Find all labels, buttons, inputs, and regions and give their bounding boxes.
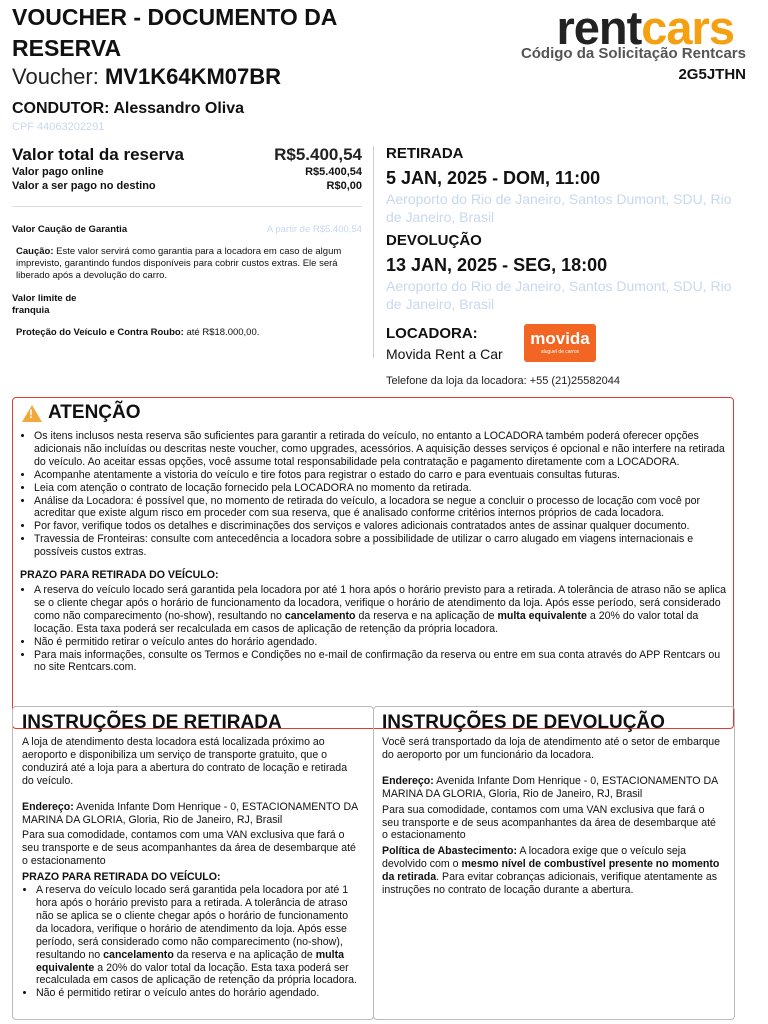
return-address: Endereço: Avenida Infante Dom Henrique - 0, ESTACIONAMENTO DA MARINA DA GLORIA, Gloria, Rio de Janeiro, RJ, Brasil (382, 774, 718, 800)
pay-destination-row (12, 180, 362, 192)
caucao-text-body: Este valor servirá como garantia para a locadora em caso de algum imprevisto, garantindo fundos disponíveis para cobrir custos extras. Ele será liberado após a devolução do carro. (16, 246, 342, 281)
caucao-text (16, 246, 362, 282)
dropoff-place: Aeroporto do Rio de Janeiro, Santos Dumont, SDU, Rio de Janeiro, Brasil (386, 278, 732, 312)
return-van-text: Para sua comodidade, contamos com uma VAN exclusiva que fará o seu transporte e de seus acompanhantes da área de desembarque até o estacionamento (382, 803, 716, 842)
page-title: VOUCHER - DOCUMENTO DA RESERVA (12, 4, 337, 61)
return-instructions-title: INSTRUÇÕES DE DEVOLUÇÃO (382, 712, 665, 733)
caucao-text-bold: Caução: (16, 246, 54, 257)
return-intro: Você será transportado da loja de atendimento até o setor de embarque do aeroporto por um funcionário da locadora. (382, 736, 721, 761)
voucher-label: Voucher: (12, 64, 99, 89)
attention-heading (22, 402, 141, 424)
list-item: • Não é permitido retirar o veículo antes do horário agendado. (36, 987, 360, 1000)
rental-company-phone: Telefone da loja da locadora: +55 (21)25582044 (386, 375, 620, 387)
list-item: • Por favor, verifique todos os detalhes e discriminações dos serviços e valores adicionais contratados antes de assinar qualquer documento. (34, 520, 726, 533)
movida-logo-text: movida (530, 329, 590, 348)
caucao-row (12, 224, 362, 235)
pickup-instructions-content (22, 736, 360, 1000)
list-item: • Travessia de Fronteiras: consulte com antecedência a locadora sobre a possibilidade de utilizar o carro alugado em viagens internacionais e possíveis custos extras. (34, 533, 726, 559)
list-item: • A reserva do veículo locado será garantida pela locadora por até 1 hora após o horário previsto para a retirada. A tolerância de atraso não se aplica se o cliente chegar após o horário de funcionamento da locadora, verifique o horário de atendimento da loja. Após esse período, será considerado como não comparecimento (no-show), resultando no cancelamento da reserva e na aplicação de multa equivalente a 20% do valor total da locação. Esta taxa poderá ser recalculada em casos de aplicação de retenção da própria locadora. (36, 884, 360, 987)
driver-cpf: CPF 44063202291 (12, 121, 105, 133)
dropoff-label: DEVOLUÇÃO (386, 232, 482, 249)
protection-text (16, 327, 362, 339)
rental-company-label: LOCADORA: (386, 325, 478, 342)
movida-logo (524, 324, 596, 362)
pickup-address: Endereço: Avenida Infante Dom Henrique - 0, ESTACIONAMENTO DA MARINA DA GLORIA, Gloria, Rio de Janeiro, RJ, Brasil (22, 800, 358, 826)
list-item: • Acompanhe atentamente a vistoria do veículo e tire fotos para registrar o estado do carro e para eventuais consultas futuras. (34, 469, 726, 482)
solicitation-code: 2G5JTHN (678, 66, 746, 83)
list-item: • A reserva do veículo locado será garantida pela locadora por até 1 hora após o horário previsto para a retirada. A tolerância de atraso não se aplica se o cliente chegar após o horário de funcionamento da locadora, verifique o horário de atendimento da loja. Após esse período, será considerado como não comparecimento (no-show), resultando no cancelamento da reserva e na aplicação de multa equivalente a 20% do valor total da locação. Esta taxa poderá ser recalculada em casos de aplicação de retenção da própria locadora. (34, 584, 726, 636)
pay-destination-value: R$0,00 (326, 180, 362, 192)
paid-online-label: Valor pago online (12, 166, 104, 178)
pickup-intro: A loja de atendimento desta locadora está localizada próximo ao aeroporto e disponibiliza um serviço de transporte gratuito, que o conduzirá até a loja para a abertura do contrato de locação e retirada do veículo. (22, 736, 348, 787)
paid-online-value: R$5.400,54 (305, 166, 362, 178)
voucher-code: MV1K64KM07BR (104, 64, 282, 89)
vertical-divider (373, 146, 374, 358)
list-item: • Não é permitido retirar o veículo antes do horário agendado. (34, 636, 726, 649)
paid-online-row (12, 166, 362, 178)
caucao-label: Valor Caução de Garantia (12, 224, 128, 235)
solicitation-label: Código da Solicitação Rentcars (520, 45, 746, 62)
divider (12, 206, 362, 207)
list-item: • Análise da Locadora: é possível que, no momento de retirada do veículo, a locadora se negue a concluir o processo de locação com você por acreditar que existe algum risco em proceder com sua reserva, que é analisado conforme critérios internos próprios de cada locadora. (34, 495, 726, 521)
logo-text-rent: rent (556, 1, 642, 54)
movida-logo-sub: aluguel de carros (540, 349, 580, 355)
total-label: Valor total da reserva (12, 145, 184, 164)
voucher-line (12, 64, 281, 90)
logo-text-cars: cars (641, 1, 734, 54)
franquia-label: Valor limite de franquia (12, 293, 77, 316)
pickup-instructions-title: INSTRUÇÕES DE RETIRADA (22, 712, 282, 733)
total-value: R$5.400,54 (274, 145, 362, 164)
driver-name: CONDUTOR: Alessandro Oliva (12, 100, 245, 117)
return-fuel-policy: Política de Abastecimento: A locadora exige que o veículo seja devolvido com o mesmo nível de combustível presente no momento da retirada. Para evitar cobranças adicionais, verifique atentamente as instruções no contrato de locação durante a abertura. (382, 845, 720, 897)
pay-destination-label: Valor a ser pago no destino (12, 180, 156, 192)
list-item: • Leia com atenção o contrato de locação fornecido pela LOCADORA no momento da retirada. (34, 482, 726, 495)
protection-body: até R$18.000,00. (186, 327, 260, 338)
list-item: • Para mais informações, consulte os Termos e Condições no e-mail de confirmação da reserva ou entre em sua conta através do APP Rentcars ou no site Rentcars.com. (34, 649, 726, 675)
rental-company-name: Movida Rent a Car (386, 346, 503, 362)
pickup-place: Aeroporto do Rio de Janeiro, Santos Dumont, SDU, Rio de Janeiro, Brasil (386, 191, 732, 225)
attention-content (20, 430, 726, 674)
total-row (12, 145, 362, 165)
prazo-list (20, 584, 726, 674)
pickup-prazo-list (22, 884, 360, 1000)
warning-icon: ! (22, 405, 42, 422)
pickup-van-text: Para sua comodidade, contamos com uma VAN exclusiva que fará o seu transporte e de seus acompanhantes da área de desembarque até o estacionamento (22, 829, 356, 868)
caucao-value: A partir de R$5.400,54 (266, 224, 362, 235)
attention-list (20, 430, 726, 559)
prazo-title: PRAZO PARA RETIRADA DO VEÍCULO: (20, 569, 219, 582)
return-instructions-content (382, 736, 722, 897)
dropoff-date: 13 JAN, 2025 - SEG, 18:00 (386, 255, 608, 275)
attention-title: ATENÇÃO (48, 402, 141, 423)
pickup-label: RETIRADA (386, 145, 464, 162)
pickup-date: 5 JAN, 2025 - DOM, 11:00 (386, 168, 601, 188)
pickup-prazo-title: PRAZO PARA RETIRADA DO VEÍCULO: (22, 871, 221, 884)
list-item: • Os itens inclusos nesta reserva são suficientes para garantir a retirada do veículo, no entanto a LOCADORA também poderá oferecer opções adicionais não incluídas ou descritas neste voucher, como upgrades, acessórios. A aquisição desses serviços é opcional e não interfere na retirada do veículo. Ao aceitar essas opções, você assume total responsabilidade pela contratação e pagamento diretamente com a LOCADORA. (34, 430, 726, 469)
protection-bold: Proteção do Veículo e Contra Roubo: (16, 327, 184, 338)
